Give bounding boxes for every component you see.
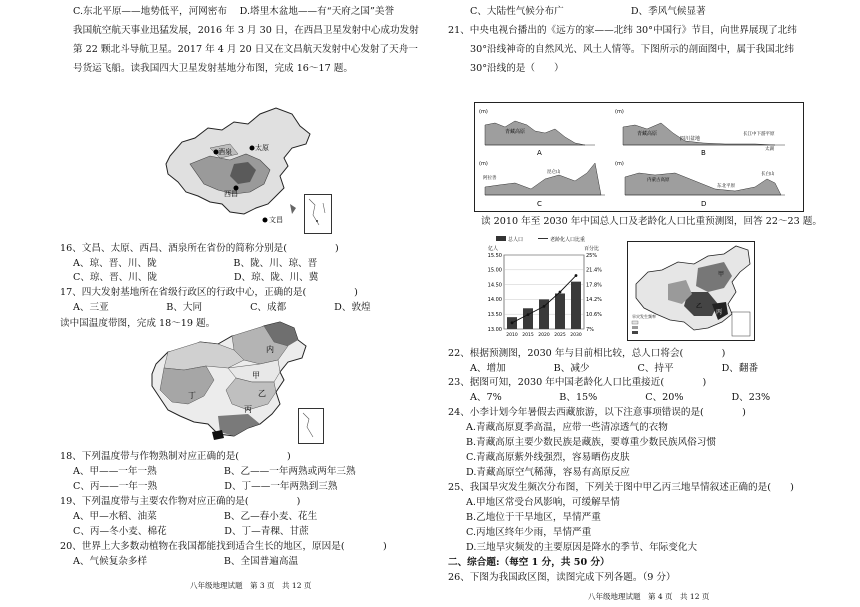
profile-a-letter: A — [537, 149, 542, 157]
question-18: 18、下列温度带与作物熟制对应正确的是( ) — [60, 451, 291, 462]
drought-label-bing: 丙 — [716, 309, 723, 316]
map-label-xichang: 西昌 — [224, 190, 238, 198]
option-line: A、甲—水稻、油菜 B、乙—春小麦、花生 — [73, 511, 318, 522]
drought-label-yi: 乙 — [696, 303, 703, 310]
left-tick-label: 15.50 — [487, 252, 502, 259]
page-footer: 八年级地理试题 第 3 页 共 12 页 — [190, 581, 312, 590]
option-line: A、三亚 B、大同 C、成都 D、敦煌 — [73, 302, 371, 313]
profile-c-letter: C — [537, 200, 542, 208]
right-axis-unit: 百分比 — [584, 246, 600, 252]
option-line: C.丙地区终年少雨，旱情严重 — [466, 527, 592, 538]
right-tick-label: 17.8% — [586, 282, 602, 289]
aging-ratio-point — [559, 291, 562, 294]
legend-label-population: 总人口 — [508, 237, 524, 243]
x-tick-label: 2025 — [554, 333, 566, 338]
map-label-jiuquan: 酒泉 — [218, 148, 232, 156]
option-line: A、气候复杂多样 B、全国普遍高温 — [73, 556, 299, 567]
option-line: C.青藏高原紫外线强烈，容易晒伤皮肤 — [466, 452, 630, 463]
question-23: 23、据图可知，2030 年中国老龄化人口比重接近( ) — [448, 377, 707, 388]
svg-text:(m): (m) — [615, 109, 624, 115]
zone-label-jia: 甲 — [252, 371, 260, 380]
option-line: A、琼、晋、川、陇 B、陇、川、琼、晋 — [73, 258, 318, 269]
option-line: D.三地旱灾频发的主要原因是降水的季节、年际变化大 — [466, 542, 698, 553]
right-tick-label: 10.6% — [586, 312, 602, 318]
zone-label-bing: 丙 — [244, 405, 252, 414]
drought-legend-title: 旱灾发生频率 — [632, 314, 656, 319]
drought-frequency-map — [627, 241, 755, 341]
aging-ratio-point — [575, 274, 578, 277]
question-21: 21、中央电视台播出的《远方的家——北纬 30°中国行》节目，向世界展现了北纬 — [448, 25, 797, 36]
temperature-zone-map — [148, 320, 326, 446]
x-tick-label: 2010 — [506, 333, 518, 338]
right-tick-label: 25% — [586, 252, 598, 259]
satellite-base-map — [160, 104, 336, 234]
question-17: 17、四大发射基地所在省级行政区的行政中心，正确的是( ) — [60, 287, 358, 298]
reading-prompt: 读中国温度带图，完成 18～19 题。 — [60, 318, 216, 329]
profile-b-letter: B — [701, 149, 706, 157]
question-16: 16、文昌、太原、西昌、酒泉所在省份的简称分别是( ) — [60, 243, 339, 254]
svg-text:(m): (m) — [479, 161, 488, 167]
legend-swatch-population — [496, 236, 506, 241]
x-tick-label: 2030 — [570, 333, 582, 338]
passage-line: 我国航空航天事业迅猛发展，2016 年 3 月 30 日，在西昌卫星发射中心成功发射 — [73, 25, 419, 36]
option-line: C、丙—冬小麦、棉花 D、丁—青稞、甘蔗 — [73, 526, 309, 537]
zone-label-nei: 内 — [266, 345, 274, 354]
question-25: 25、我国旱灾发生频次分布图，下列关于图中甲乙丙三地旱情叙述正确的是( ) — [448, 482, 794, 493]
population-bar — [571, 282, 581, 329]
question-line: 30°沿线的是（ ） — [470, 63, 564, 74]
svg-text:(m): (m) — [479, 109, 488, 115]
option-line: C、琼、晋、川、陇 D、琼、陇、川、冀 — [73, 272, 319, 283]
question-19: 19、下列温度带与主要农作物对应正确的是( ) — [60, 496, 301, 507]
x-tick-label: 2020 — [538, 333, 550, 338]
option-line: A.甲地区常受台风影响，可缓解旱情 — [466, 497, 620, 508]
right-tick-label: 21.4% — [586, 267, 602, 274]
legend-label-aging: 老龄化人口比重 — [550, 237, 586, 243]
x-tick-label: 2015 — [522, 333, 534, 338]
option-line: A、7% B、15% C、20% D、23% — [470, 392, 771, 403]
map-label-wenchang: 文昌 — [269, 216, 283, 224]
question-line: 30°沿线神奇的自然风光、风土人情等。下图所示的剖面图中，属于我国北纬 — [470, 44, 795, 55]
profile-d-letter: D — [701, 200, 707, 208]
question-20: 20、世界上大多数动植物在我国都能找到适合生长的地区，原因是( ) — [60, 541, 387, 552]
left-tick-label: 14.50 — [487, 282, 502, 289]
drought-label-jia: 甲 — [718, 271, 725, 278]
option-line: B.乙地位于干旱地区，旱情严重 — [466, 512, 601, 523]
passage-line: 号货运飞船。读我国四大卫星发射基地分布图，完成 16～17 题。 — [73, 63, 353, 74]
profile-label-kunlun: 昆仑山 — [547, 170, 561, 175]
page-footer: 八年级地理试题 第 4 页 共 12 页 — [588, 592, 710, 601]
profile-label-taihu: 太湖 — [765, 147, 774, 152]
svg-text:(m): (m) — [615, 161, 624, 167]
question-24: 24、小李计划今年暑假去西藏旅游，以下注意事项错误的是( ) — [448, 407, 746, 418]
profile-label-qingzang: 青藏高原 — [505, 129, 526, 135]
profile-label-neimeng: 内蒙古高原 — [647, 178, 670, 183]
option-line: A、增加 B、减少 C、持平 D、翻番 — [470, 363, 759, 374]
population-chart — [482, 233, 608, 345]
south-china-sea-inset — [304, 194, 332, 234]
passage-line: 第 22 颗北斗导航卫星。2017 年 4 月 20 日又在文昌航天发射中心发射了天舟一 — [73, 44, 418, 55]
question-22: 22、根据预测图，2030 年与目前相比较，总人口将会( ) — [448, 348, 726, 359]
right-tick-label: 7% — [586, 326, 594, 333]
option-line: C、丙——一年一熟 D、丁——一年两熟到三熟 — [73, 481, 338, 492]
left-tick-label: 15.00 — [487, 267, 502, 274]
left-tick-label: 14.00 — [487, 297, 502, 304]
left-tick-label: 13.00 — [487, 326, 502, 333]
question-26: 26、下图为我国政区图，读图完成下列各题。（9 分） — [448, 572, 676, 583]
map-label-taiyuan: 太原 — [255, 144, 269, 152]
option-line: C、大陆性气候分布广 D、季风气候显著 — [470, 6, 706, 17]
aging-ratio-point — [543, 305, 546, 308]
profile-label-alashan: 阿拉善 — [483, 176, 497, 181]
option-line: D.青藏高原空气稀薄，容易有高原反应 — [466, 467, 630, 478]
question-line: C.东北平原——地势低平，河网密布 D.塔里木盆地——有“天府之国”美誉 — [73, 6, 395, 17]
reading-prompt: 读 2010 年至 2030 年中国总人口及老龄化人口比重预测图，回答 22～23 题。 — [481, 216, 822, 227]
option-line: A、甲——一年一熟 B、乙——一年两熟或两年三熟 — [73, 466, 356, 477]
right-tick-label: 14.2% — [586, 297, 602, 304]
left-axis-unit: 亿人 — [488, 246, 499, 252]
south-china-sea-inset — [298, 408, 324, 444]
aging-ratio-point — [511, 321, 514, 324]
population-bar — [555, 293, 565, 329]
profile-label-changjiang: 长江中下游平原 — [743, 132, 775, 137]
aging-ratio-point — [527, 313, 530, 316]
option-line: B.青藏高原主要少数民族是藏族，要尊重少数民族风俗习惯 — [466, 437, 716, 448]
profile-label-sichuan: 四川盆地 — [680, 136, 701, 142]
profile-label-dongbei: 东北平原 — [717, 184, 735, 189]
profile-label-qingzang-b: 青藏高原 — [637, 131, 658, 137]
zone-label-yi: 乙 — [258, 389, 266, 398]
terrain-profile-diagram — [474, 102, 804, 212]
population-bar — [523, 308, 533, 329]
zone-label-ding: 丁 — [188, 391, 196, 400]
section-heading: 二、综合题:（每空 1 分，共 50 分） — [448, 557, 610, 568]
option-line: A.青藏高原夏季高温，应带一些清凉透气的衣物 — [466, 422, 668, 433]
left-tick-label: 13.50 — [487, 312, 502, 318]
profile-label-changbai: 长白山 — [761, 172, 775, 177]
